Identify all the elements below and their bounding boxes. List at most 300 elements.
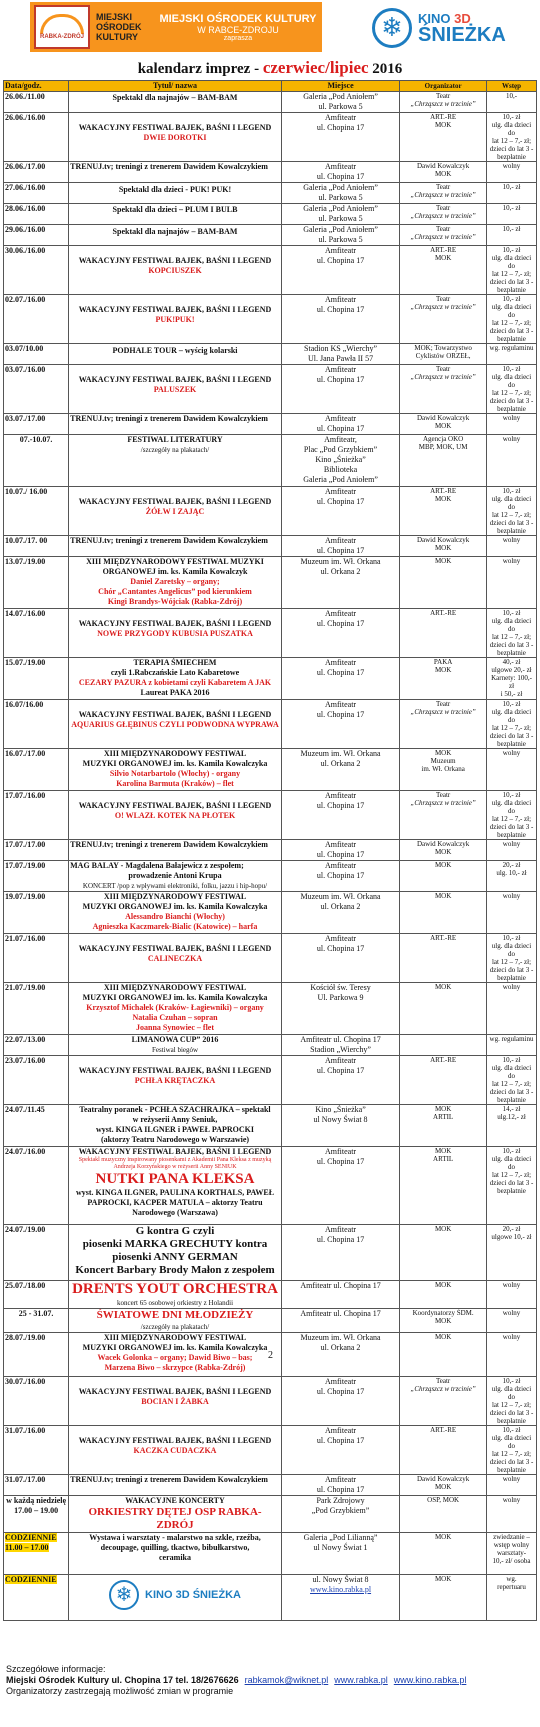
table-row — [4, 183, 537, 204]
place-line: ul. Chopina 17 — [316, 1157, 365, 1166]
organizer-line: MOK — [434, 495, 452, 503]
col-entry: Wstęp — [487, 81, 537, 92]
organizer-cell — [400, 365, 487, 414]
place-line: ul. Chopina 17 — [316, 944, 365, 953]
title-cell — [69, 557, 282, 609]
place-line: Galeria „Pod Aniołem” — [303, 92, 378, 101]
title-cell — [69, 1496, 282, 1533]
place-line: Kino „Śnieżka” — [315, 455, 366, 464]
table-row — [4, 892, 537, 934]
place-cell — [281, 113, 399, 162]
table-row — [4, 700, 537, 749]
organizer-line: MOK — [434, 170, 452, 178]
title-line: KOPCIUSZEK — [148, 266, 202, 275]
place-line: ul. Chopina 17 — [316, 1485, 365, 1494]
mok-city: W RABCE-ZDROJU — [197, 24, 279, 35]
place-line: ul. Parkowa 5 — [318, 235, 363, 244]
table-row — [4, 1281, 537, 1309]
mok-invite: zaprasza — [223, 34, 253, 42]
entry-line: bezpłatnie — [497, 1187, 526, 1195]
date-cell — [4, 204, 69, 225]
organizer-cell — [400, 162, 487, 183]
place-line: Muzeum im. Wł. Orkana — [300, 1333, 381, 1342]
title-line: NUTKI PANA KLEKSA — [95, 1171, 255, 1187]
title-cell — [69, 840, 282, 861]
title-cell — [69, 1575, 282, 1621]
place-line: ul. Orkana 2 — [320, 759, 361, 768]
table-row — [4, 536, 537, 557]
entry-cell — [487, 791, 537, 840]
entry-cell — [487, 1056, 537, 1105]
title-cell — [69, 892, 282, 934]
title-line: PALUSZEK — [153, 385, 197, 394]
date-text: 13.07./19.00 — [5, 557, 46, 566]
title-line: WAKACYJNY FESTIWAL BAJEK, BAŚNI I LEGEND — [78, 256, 272, 265]
title-line: TRENUJ.tv; treningi z trenerem Dawidem Kowalczykiem — [70, 536, 268, 545]
title-line: WAKACYJNY FESTIWAL BAJEK, BAŚNI I LEGEND — [78, 123, 272, 132]
date-text: 25.07./18.00 — [5, 1281, 46, 1290]
date-cell — [4, 1225, 69, 1281]
entry-cell — [487, 365, 537, 414]
place-line: ul. Chopina 17 — [316, 375, 365, 384]
place-line: ul. Chopina 17 — [316, 801, 365, 810]
title-line: Wystawa i warsztaty - malarstwo na szkle, rzeźba, — [89, 1533, 261, 1542]
date-text: 26.06./17.00 — [5, 162, 46, 171]
title-cell — [69, 1035, 282, 1056]
entry-cell — [487, 1377, 537, 1426]
entry-line: lat 12 – 7,- zł; — [491, 724, 532, 732]
title-line: Spektakl dla najnajów – BAM-BAM — [112, 93, 238, 102]
place-cell — [281, 365, 399, 414]
entry-line: lat 12 – 7,- zł; — [491, 137, 532, 145]
entry-line: bezpłatnie — [497, 740, 526, 748]
web-link[interactable]: www.rabka.pl — [334, 1675, 388, 1685]
snowflake-icon: ❄ — [109, 1580, 139, 1610]
title-line: WAKACYJNY FESTIWAL BAJEK, BAŚNI I LEGEND — [78, 1436, 272, 1445]
title-line: piosenki MARKA GRECHUTY kontra — [82, 1238, 268, 1250]
organizer-line: MOK — [434, 422, 452, 430]
title-line: WAKACYJNY FESTIWAL BAJEK, BAŚNI I LEGEND — [78, 1066, 272, 1075]
place-line: Kino „Śnieżka” — [315, 1105, 366, 1114]
entry-cell — [487, 1309, 537, 1333]
place-cell — [281, 344, 399, 365]
place-line: Amfiteatr — [324, 295, 357, 304]
entry-cell — [487, 892, 537, 934]
date-text: 28.07./19.00 — [5, 1333, 46, 1342]
entry-cell — [487, 295, 537, 344]
organizer-line: MOK — [434, 1575, 452, 1583]
entry-line: bezpłatnie — [497, 153, 526, 161]
title-cell — [69, 861, 282, 892]
kino-logo-small — [70, 1575, 280, 1615]
place-line: Stadion „Wierchy” — [310, 1045, 371, 1054]
organizer-cell — [400, 1333, 487, 1377]
date-text: 17.07./17.00 — [5, 840, 46, 849]
entry-line: dzieci do lat 3 - — [489, 1179, 534, 1187]
title-line: ceramika — [159, 1553, 191, 1562]
footer-heading: Szczegółowe informacje: — [6, 1664, 106, 1674]
organizer-line: Dawid Kowalczyk — [416, 1475, 470, 1483]
entry-line: bezpłatnie — [497, 405, 526, 413]
place-line: Amfiteatr ul. Chopina 17 — [300, 1281, 381, 1290]
entry-line: dzieci do lat 3 - — [489, 145, 534, 153]
date-cell — [4, 225, 69, 246]
entry-cell — [487, 487, 537, 536]
organizer-cell — [400, 1377, 487, 1426]
organizer-line: im. Wł. Orkana — [421, 765, 465, 773]
organizer-line: MOK — [434, 1317, 452, 1325]
place-line: Amfiteatr ul. Chopina 17 — [300, 1309, 381, 1318]
mok-title-block — [154, 13, 322, 42]
footer — [6, 1664, 536, 1697]
kino-name: ŚNIEŻKA — [418, 23, 506, 46]
organizer-line: MOK — [434, 861, 452, 869]
date-cell — [4, 983, 69, 1035]
title-cell — [69, 414, 282, 435]
title-line: decoupage, quilling, tkactwo, bibułkarstwo, — [100, 1543, 250, 1552]
title-cell — [69, 749, 282, 791]
entry-line: ulg. dla dzieci do — [491, 799, 532, 815]
entry-line: wolny — [502, 1475, 521, 1483]
entry-line: lat 12 – 7,- zł; — [491, 319, 532, 327]
entry-line: bezpłatnie — [497, 527, 526, 535]
table-row — [4, 295, 537, 344]
organizer-cell — [400, 1225, 487, 1281]
mok-logo-line: MIEJSKI — [96, 12, 133, 22]
date-cell — [4, 892, 69, 934]
date-text: CODZIENNIE 11.00 – 17.00 — [5, 1533, 57, 1552]
place-cell — [281, 791, 399, 840]
table-row — [4, 1533, 537, 1575]
entry-line: lat 12 – 7,- zł; — [491, 1171, 532, 1179]
title-line: WAKACYJNY FESTIWAL BAJEK, BAŚNI I LEGEND — [78, 801, 272, 810]
organizer-line: Cyklistów ORZEŁ, — [415, 352, 471, 360]
place-line: Muzeum im. Wł. Orkana — [300, 557, 381, 566]
entry-line: ulg. dla dzieci do — [491, 495, 532, 511]
table-row — [4, 113, 537, 162]
place-line: Ul. Parkowa 9 — [317, 993, 364, 1002]
entry-line: lat 12 – 7,- zł; — [491, 511, 532, 519]
title-line: DWIE DOROTKI — [143, 133, 207, 142]
entry-cell — [487, 536, 537, 557]
organizer-line: MOK — [434, 1225, 452, 1233]
date-text: 17.07./16.00 — [5, 791, 46, 800]
entry-line: dzieci do lat 3 - — [489, 397, 534, 405]
entry-line: bezpłatnie — [497, 831, 526, 839]
entry-line: 10,- zł/ osoba — [492, 1557, 531, 1565]
entry-line: wg. regulaminu — [489, 1035, 534, 1043]
organizer-cell — [400, 487, 487, 536]
place-cell — [281, 414, 399, 435]
title-line: Natalia Czuhan – sopran — [132, 1013, 218, 1022]
title-cell — [69, 983, 282, 1035]
place-line: ul. Orkana 2 — [320, 1343, 361, 1352]
organizer-cell — [400, 295, 487, 344]
entry-line: wolny — [502, 892, 521, 900]
place-line: ul. Parkowa 5 — [318, 193, 363, 202]
organizer-cell — [400, 246, 487, 295]
email-link[interactable]: rabkamok@wiknet.pl — [244, 1675, 329, 1685]
entry-line: 10,- — [505, 92, 518, 100]
table-row — [4, 1309, 537, 1333]
kino-logo-text — [418, 12, 506, 45]
title-line: MUZYKI ORGANOWEJ im. ks. Kamila Kowalczyka — [82, 759, 268, 768]
date-text: 07.-10.07. — [19, 435, 53, 444]
date-cell — [4, 749, 69, 791]
title-line: Joanna Synowiec – flet — [136, 1023, 214, 1032]
date-text: 24.07./11.45 — [5, 1105, 45, 1114]
title-cell — [69, 435, 282, 487]
entry-line: wolny — [502, 162, 521, 170]
organizer-cell — [400, 861, 487, 892]
table-row — [4, 92, 537, 113]
entry-cell — [487, 1333, 537, 1377]
place-line: ul. Chopina 17 — [316, 305, 365, 314]
entry-line: 10,- zł — [502, 365, 521, 373]
entry-line: ulg. dla dzieci do — [491, 1064, 532, 1080]
title-months: czerwiec/lipiec — [262, 58, 369, 77]
place-line: ul. Chopina 17 — [316, 1235, 365, 1244]
title-line: Spektakl dla dzieci – PLUM I BULB — [112, 205, 238, 214]
entry-line: ulg. dla dzieci do — [491, 303, 532, 319]
place-line: ul. Chopina 17 — [316, 710, 365, 719]
organizer-line: MBP, MOK, UM — [418, 443, 468, 451]
organizer-line: MOK — [434, 1533, 452, 1541]
entry-line: dzieci do lat 3 - — [489, 641, 534, 649]
title-line: ŚWIATOWE DNI MŁODZIEŻY — [96, 1309, 254, 1321]
entry-line: lat 12 – 7,- zł; — [491, 1401, 532, 1409]
entry-line: wolny — [502, 1496, 521, 1504]
title-line: piosenki ANNY GERMAN — [112, 1251, 238, 1263]
title-line: czyli 1.Rabczańskie Lato Kabaretowe — [110, 668, 240, 677]
date-text: 30.06./16.00 — [5, 246, 46, 255]
entry-line: zwiedzanie – — [493, 1533, 530, 1541]
arch-icon — [40, 14, 84, 34]
date-text: 30.07./16.00 — [5, 1377, 46, 1386]
col-organizer: Organizator — [400, 81, 487, 92]
title-line: KACZKA CUDACZKA — [133, 1446, 217, 1455]
title-cell — [69, 1533, 282, 1575]
date-cell — [4, 1496, 69, 1533]
title-line: wyst. KINGA ILGNER i PAWEŁ PAPROCKI — [96, 1125, 254, 1134]
table-row — [4, 435, 537, 487]
place-line: ul Nowy Świat 8 — [313, 1115, 368, 1124]
title-line: (aktorzy Teatru Narodowego w Warszawie) — [100, 1135, 250, 1144]
date-text: 26.06./11.00 — [5, 92, 45, 101]
table-row — [4, 1496, 537, 1533]
entry-line: 10,- zł — [502, 934, 521, 942]
title-line: WAKACYJNY FESTIWAL BAJEK, BAŚNI I LEGEND — [78, 305, 272, 314]
entry-line: 40,- zł — [502, 658, 521, 666]
organizer-line: „Chrząszcz w trzcinie” — [410, 191, 476, 199]
date-text: w każdą niedzielę 17.00 – 19.00 — [6, 1496, 67, 1515]
place-line: „Pod Grzybkiem” — [311, 1506, 370, 1515]
entry-line: dzieci do lat 3 - — [489, 519, 534, 527]
title-line: Silvio Notarbartolo (Włochy) - organy — [109, 769, 241, 778]
place-line: Muzeum im. Wł. Orkana — [300, 892, 381, 901]
table-row — [4, 1475, 537, 1496]
date-cell — [4, 1377, 69, 1426]
title-line: WAKACYJNY FESTIWAL BAJEK, BAŚNI I LEGEND — [78, 497, 272, 506]
organizer-cell — [400, 934, 487, 983]
entry-line: Karnety: 100,- zł — [491, 674, 532, 690]
title-cell — [69, 1056, 282, 1105]
date-cell — [4, 658, 69, 700]
place-cell — [281, 1377, 399, 1426]
organizer-cell — [400, 700, 487, 749]
title-cell — [69, 658, 282, 700]
organizer-line: „Chrząszcz w trzcinie” — [410, 100, 476, 108]
title-line: w reżyserii Anny Seniuk, — [132, 1115, 218, 1124]
title-line: BOCIAN I ŻABKA — [141, 1397, 209, 1406]
place-cell — [281, 487, 399, 536]
place-line: ul. Chopina 17 — [316, 619, 365, 628]
place-line[interactable]: www.kino.rabka.pl — [310, 1585, 372, 1594]
title-cell — [69, 1309, 282, 1333]
title-line: Spektakl dla dzieci - PUK! PUK! — [118, 185, 232, 194]
page-title — [0, 58, 540, 78]
table-row — [4, 1147, 537, 1225]
entry-line: dzieci do lat 3 - — [489, 327, 534, 335]
entry-cell — [487, 1496, 537, 1533]
table-row — [4, 934, 537, 983]
organizer-line: MOK; Towarzystwo — [414, 344, 472, 352]
title-cell — [69, 791, 282, 840]
mok-logo-sub: RABKA-ZDRÓJ — [40, 34, 84, 40]
organizer-line: Teatr — [435, 700, 451, 708]
entry-line: dzieci do lat 3 - — [489, 823, 534, 831]
title-line: ŻÓŁW I ZAJĄC — [145, 507, 205, 516]
title-line: WAKACYJNE KONCERTY — [125, 1496, 225, 1505]
table-row — [4, 204, 537, 225]
organizer-line: ARTIL — [433, 1113, 454, 1121]
place-line: Amfiteatr — [324, 1475, 357, 1484]
title-line: G kontra G czyli — [135, 1225, 215, 1237]
date-cell — [4, 861, 69, 892]
entry-cell — [487, 1475, 537, 1496]
title-line: TRENUJ.tv; treningi z trenerem Dawidem Kowalczykiem — [70, 840, 268, 849]
organizer-line: Teatr — [435, 365, 451, 373]
kino-web-link[interactable]: www.kino.rabka.pl — [393, 1675, 467, 1685]
place-line: Amfiteatr — [324, 700, 357, 709]
organizer-cell — [400, 1105, 487, 1147]
date-cell — [4, 365, 69, 414]
date-text: 14.07./16.00 — [5, 609, 46, 618]
organizer-line: ART.-RE — [430, 487, 457, 495]
organizer-line: MOK — [434, 1281, 452, 1289]
place-line: ul. Chopina 17 — [316, 871, 365, 880]
date-cell — [4, 840, 69, 861]
date-cell — [4, 435, 69, 487]
title-prefix: kalendarz imprez - — [137, 61, 260, 77]
organizer-line: MOK — [434, 254, 452, 262]
place-cell — [281, 246, 399, 295]
date-cell — [4, 1147, 69, 1225]
date-cell — [4, 183, 69, 204]
title-cell — [69, 536, 282, 557]
entry-cell — [487, 113, 537, 162]
place-line: ul. Orkana 2 — [320, 902, 361, 911]
place-line: Amfiteatr, — [324, 435, 357, 444]
date-cell — [4, 113, 69, 162]
date-cell — [4, 557, 69, 609]
organizer-cell — [400, 1309, 487, 1333]
place-cell — [281, 1147, 399, 1225]
entry-line: lat 12 – 7,- zł; — [491, 270, 532, 278]
entry-cell — [487, 435, 537, 487]
entry-line: bezpłatnie — [497, 974, 526, 982]
place-line: Biblioteka — [323, 465, 358, 474]
entry-cell — [487, 1147, 537, 1225]
date-cell — [4, 791, 69, 840]
table-row — [4, 1225, 537, 1281]
entry-line: ulg. dla dzieci do — [491, 1385, 532, 1401]
entry-line: bezpłatnie — [497, 286, 526, 294]
organizer-cell — [400, 1147, 487, 1225]
title-line: Spektakl dla najnajów – BAM-BAM — [112, 227, 238, 236]
organizer-line: MOK — [434, 892, 452, 900]
title-line: /szczegóły na plakatach/ — [140, 1323, 210, 1331]
title-line: TRENUJ.tv; treningi z trenerem Dawidem Kowalczykiem — [70, 1475, 268, 1484]
entry-cell — [487, 1035, 537, 1056]
entry-line: 10,- zł — [502, 1056, 521, 1064]
title-cell — [69, 183, 282, 204]
place-line: ul. Chopina 17 — [316, 424, 365, 433]
table-row — [4, 861, 537, 892]
entry-cell — [487, 414, 537, 435]
title-cell — [69, 344, 282, 365]
title-line: ORKIESTRY DĘTEJ OSP RABKA-ZDRÓJ — [88, 1506, 262, 1531]
date-cell — [4, 1333, 69, 1377]
organizer-line: MOK — [434, 121, 452, 129]
title-line: NOWE PRZYGODY KUBUSIA PUSZATKA — [97, 629, 253, 638]
place-cell — [281, 1281, 399, 1309]
date-cell — [4, 487, 69, 536]
entry-cell — [487, 749, 537, 791]
date-cell — [4, 536, 69, 557]
entry-line: lat 12 – 7,- zł; — [491, 958, 532, 966]
entry-line: 10,- zł — [502, 700, 521, 708]
title-cell — [69, 1426, 282, 1475]
kino-logo — [372, 2, 537, 54]
place-line: Amfiteatr — [324, 840, 357, 849]
organizer-line: Muzeum — [430, 757, 456, 765]
organizer-cell — [400, 1281, 487, 1309]
entry-cell — [487, 934, 537, 983]
title-line: /szczegóły na plakatach/ — [140, 446, 210, 454]
place-line: Amfiteatr — [324, 1377, 357, 1386]
table-row — [4, 658, 537, 700]
place-line: Amfiteatr — [324, 934, 357, 943]
title-cell — [69, 1377, 282, 1426]
date-cell — [4, 1056, 69, 1105]
entry-line: dzieci do lat 3 - — [489, 732, 534, 740]
organizer-line: Teatr — [435, 183, 451, 191]
entry-line: ulgowe 10,- zł — [491, 1233, 532, 1241]
title-line: Alessandro Bianchi (Włochy) — [125, 912, 225, 921]
organizer-cell — [400, 1475, 487, 1496]
title-line: PODHALE TOUR – wyścig kolarski — [112, 346, 238, 355]
date-cell — [4, 1533, 69, 1575]
organizer-line: MOK — [434, 983, 452, 991]
date-cell — [4, 246, 69, 295]
title-cell — [69, 1475, 282, 1496]
place-cell — [281, 536, 399, 557]
mok-title: MIEJSKI OŚRODEK KULTURY — [159, 12, 317, 25]
entry-line: bezpłatnie — [497, 1466, 526, 1474]
title-line: Marzena Biwo – skrzypce (Rabka-Zdrój) — [104, 1363, 246, 1372]
entry-line: lat 12 – 7,- zł; — [491, 1080, 532, 1088]
